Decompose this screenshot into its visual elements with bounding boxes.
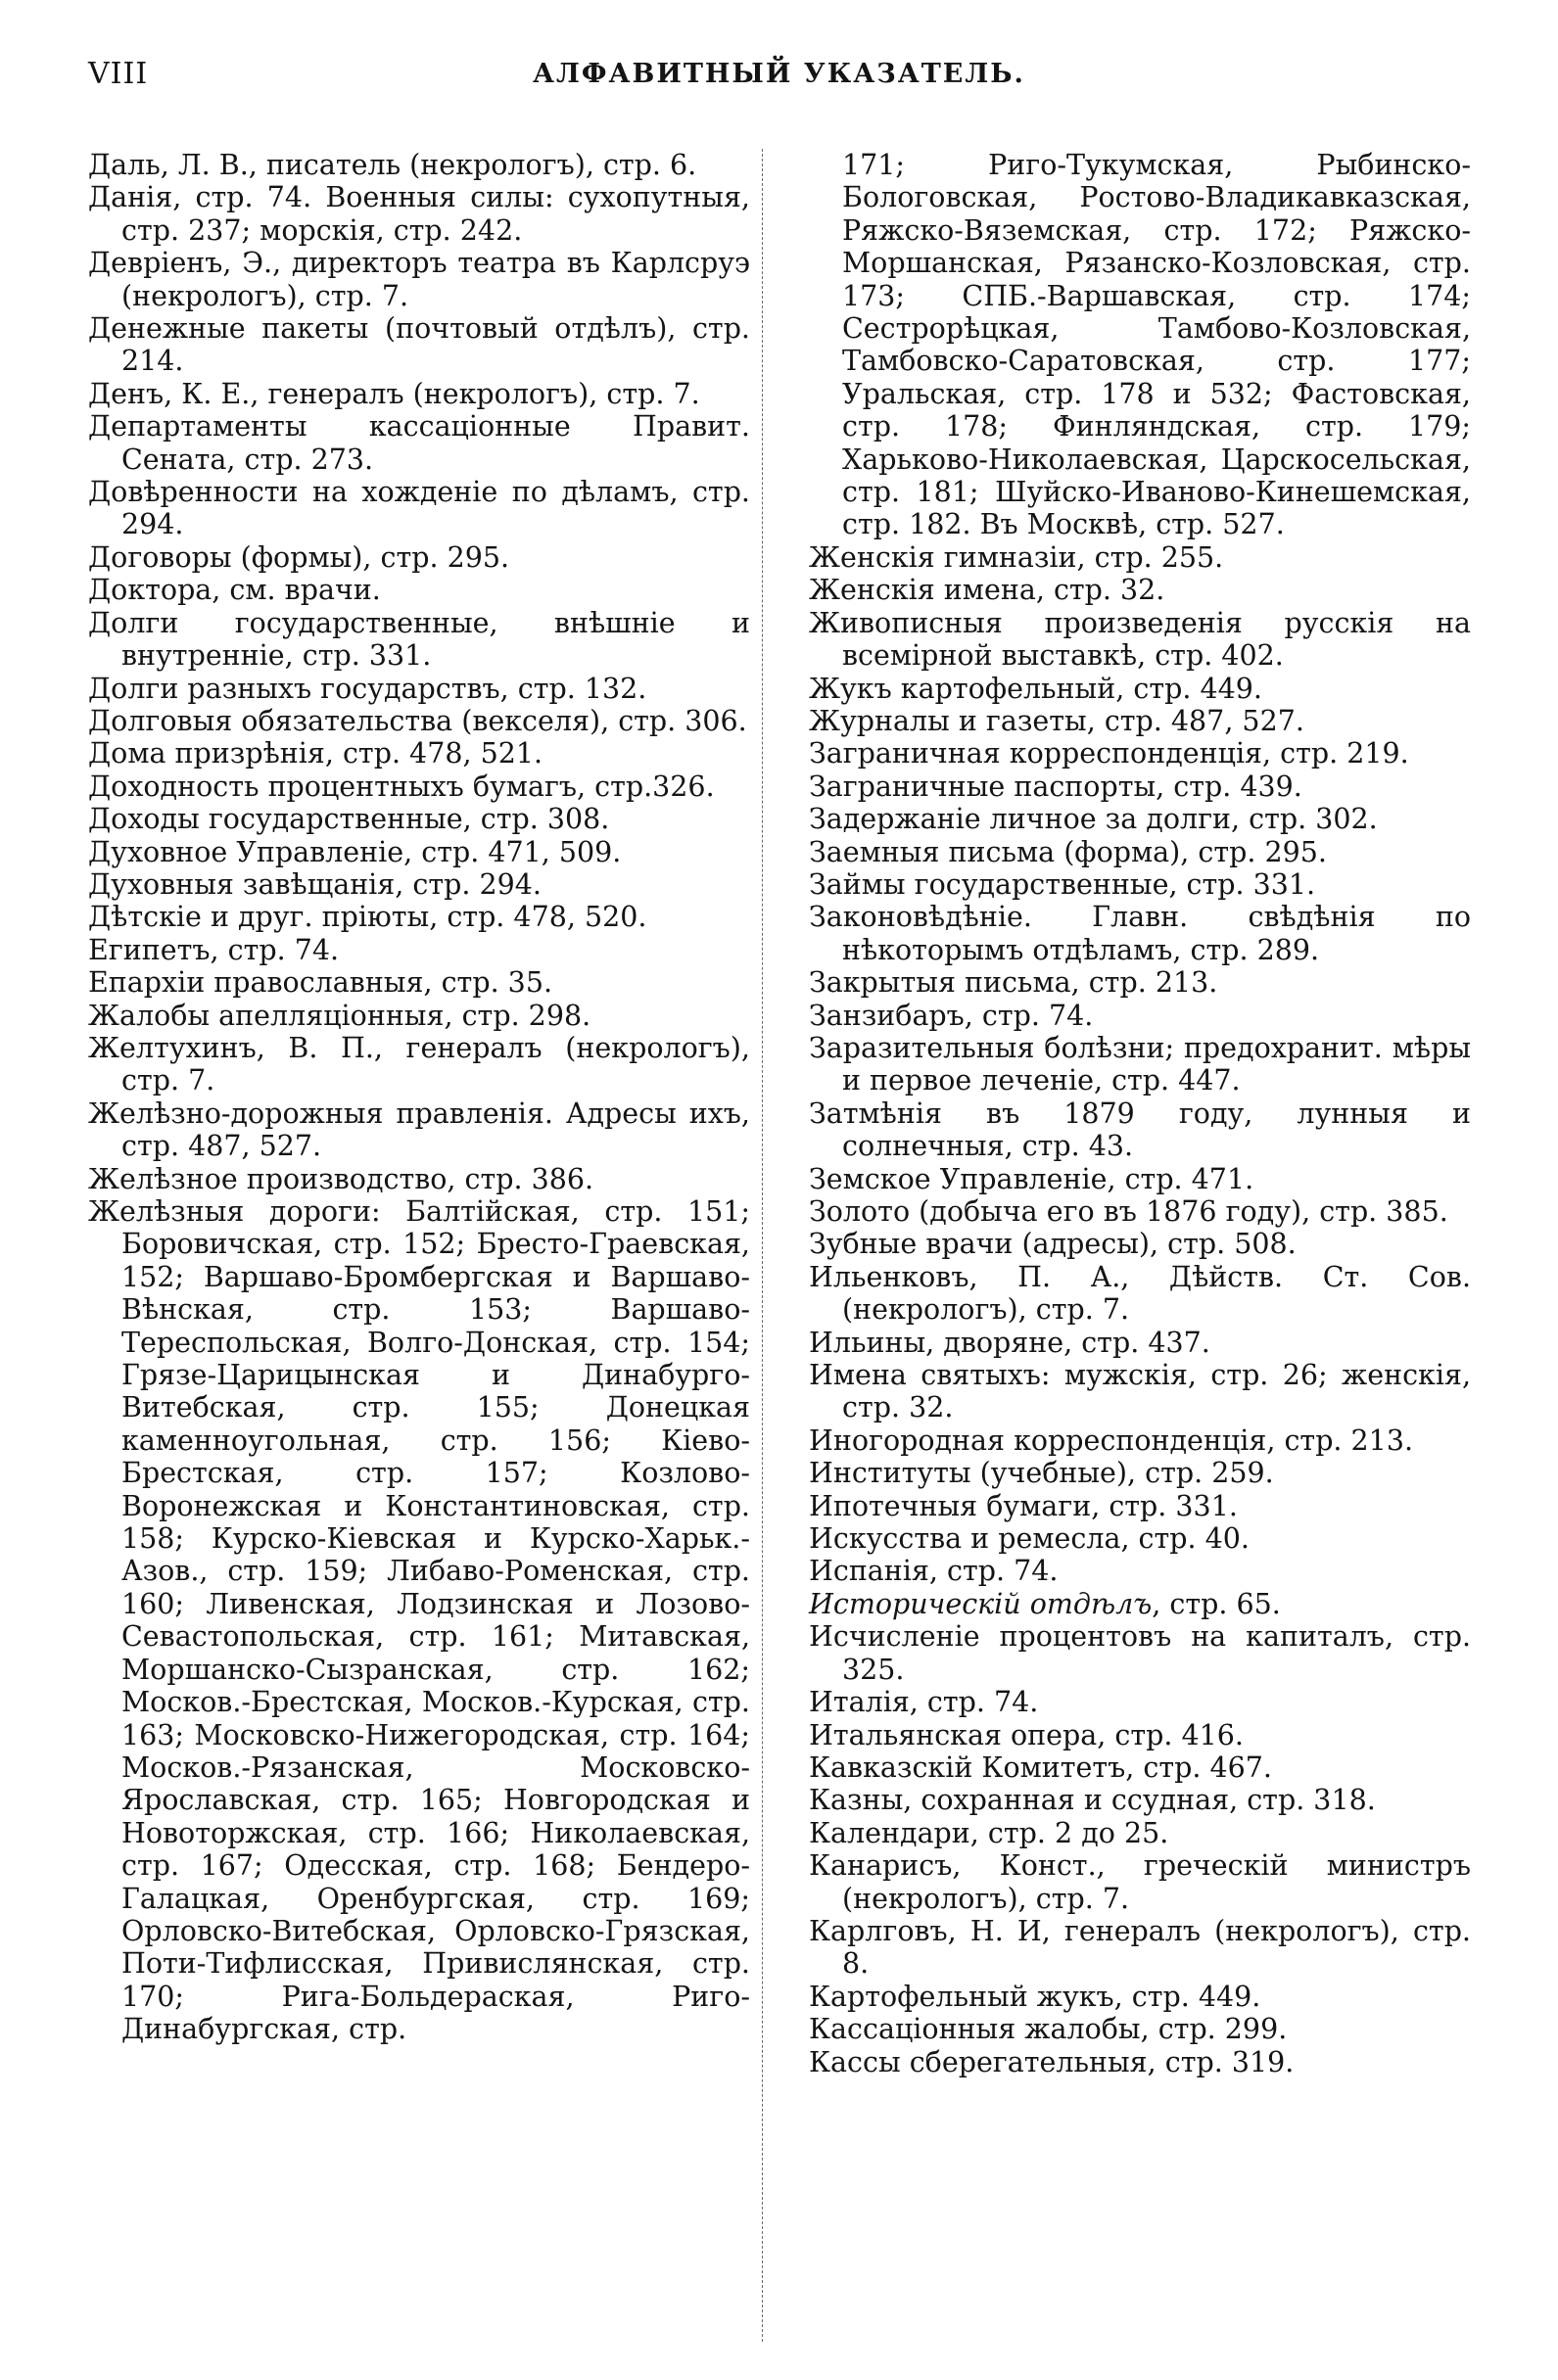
index-entry: Женскія имена, стр. 32. <box>809 574 1165 607</box>
index-entry: Журналы и газеты, стр. 487, 527. <box>809 704 1304 737</box>
index-entry: Епархіи православныя, стр. 35. <box>88 966 553 1000</box>
index-entry: Женскія гимназіи, стр. 255. <box>809 540 1224 574</box>
index-entry: Заемныя письма (форма), стр. 295. <box>809 835 1327 868</box>
index-entry: Кассы сберегательныя, стр. 319. <box>809 2045 1295 2078</box>
index-entry: Духовныя завѣщанія, стр. 294. <box>88 867 542 901</box>
index-entry: Желѣзно-дорожныя правленія. Адресы ихъ, стр. 487, 527. <box>88 1097 750 1163</box>
index-entry: Картофельный жукъ, стр. 449. <box>809 1980 1261 2013</box>
index-entry: Департаменты кассаціонные Правит. Сената, стр. 273. <box>88 410 750 476</box>
index-entry: Дома призрѣнія, стр. 478, 521. <box>88 737 543 770</box>
index-entry: Египетъ, стр. 74. <box>88 933 340 966</box>
index-entry: Законовѣдѣніе. Главн. свѣдѣнія по нѣкоторымъ отдѣламъ, стр. 289. <box>809 901 1471 966</box>
index-entry: Искусства и ремесла, стр. 40. <box>809 1522 1250 1556</box>
index-entry: Зубные врачи (адресы), стр. 508. <box>809 1228 1297 1261</box>
index-entry: Денъ, К. Е., генералъ (некрологъ), стр. 7. <box>88 377 700 410</box>
index-entry: Доходы государственные, стр. 308. <box>88 803 610 836</box>
index-entry: Заразительныя болѣзни; предохранит. мѣры и первое леченіе, стр. 447. <box>809 1031 1471 1097</box>
index-entry: Духовное Управленіе, стр. 471, 509. <box>88 835 622 868</box>
index-entry: Долги разныхъ государствъ, стр. 132. <box>88 672 647 705</box>
index-entry: Ильенковъ, П. А., Дѣйств. Ст. Сов. (некрологъ), стр. 7. <box>809 1260 1471 1327</box>
column-divider <box>762 149 763 2342</box>
index-entry: Закрытыя письма, стр. 213. <box>809 966 1218 1000</box>
index-entry: Желтухинъ, В. П., генералъ (некрологъ), стр. 7. <box>88 1031 750 1097</box>
index-entry: Карлговъ, Н. И, генералъ (некрологъ), стр. 8. <box>809 1914 1471 1981</box>
index-entry: Иногородная корреспонденція, стр. 213. <box>809 1423 1414 1457</box>
index-entry: Институты (учебные), стр. 259. <box>809 1457 1274 1490</box>
index-entry-continuation: 171; Риго-Тукумская, Рыбинско-Бологовская, Ростово-Владикавказская, Ряжско-Вяземская, стр. 172; Ряжско-Моршанская, Рязанско-Козловская, стр. 173; СПБ.-Варшавская, стр. 174; Сестрорѣцкая, Тамбово-Козловская, Тамбовско-Саратовская, стр. 177; Уральская, стр. 178 и 532; Фастовская, стр. 178; Финляндская, стр. 179; Харьково-Николаевская, Царскосельская, стр. 181; Шуйско-Иваново-Кинешемская, стр. 182. Въ Москвѣ, стр. 527. <box>842 149 1471 541</box>
italic-title: Историческій отдѣлъ <box>809 1587 1153 1620</box>
index-entry: Живописныя произведенія русскія на всемірной выставкѣ, стр. 402. <box>809 606 1471 673</box>
index-entry: Даль, Л. В., писатель (некрологъ), стр. 6. <box>88 149 697 181</box>
index-entry: Денежные пакеты (почтовый отдѣлъ), стр. 214. <box>88 312 750 378</box>
index-entry: Задержаніе личное за долги, стр. 302. <box>809 803 1378 836</box>
index-entry: Казны, сохранная и ссудная, стр. 318. <box>809 1784 1376 1817</box>
index-entry: Дѣтскіе и друг. пріюты, стр. 478, 520. <box>88 901 647 934</box>
index-entry: Договоры (формы), стр. 295. <box>88 540 510 574</box>
page-number: VIII <box>88 57 149 91</box>
index-entry-historical-section <box>809 1588 1471 1620</box>
index-entry: Затмѣнія въ 1879 году, лунныя и солнечныя, стр. 43. <box>809 1097 1471 1163</box>
index-entry: Жалобы апелляціонныя, стр. 298. <box>88 999 591 1032</box>
index-entry: Исчисленіе процентовъ на капиталъ, стр. 325. <box>809 1620 1471 1686</box>
index-entry: Доходность процентныхъ бумагъ, стр.326. <box>88 770 715 803</box>
index-entry: Заграничные паспорты, стр. 439. <box>809 770 1302 803</box>
index-entry: Жукъ картофельный, стр. 449. <box>809 672 1262 705</box>
index-entry: Долговыя обязательства (векселя), стр. 306. <box>88 704 747 737</box>
index-entry: Кассаціонныя жалобы, стр. 299. <box>809 2013 1288 2046</box>
index-entry: Данія, стр. 74. Военныя силы: сухопутныя, стр. 237; морскія, стр. 242. <box>88 181 750 247</box>
index-entry: Календари, стр. 2 до 25. <box>809 1816 1169 1849</box>
index-entry: Ильины, дворяне, стр. 437. <box>809 1326 1210 1359</box>
index-entry: Долги государственные, внѣшніе и внутренніе, стр. 331. <box>88 606 750 673</box>
index-entry: Занзибаръ, стр. 74. <box>809 999 1094 1032</box>
index-entry: Земское Управленіе, стр. 471. <box>809 1162 1254 1195</box>
index-entry: Заграничная корреспонденція, стр. 219. <box>809 737 1409 770</box>
index-entry: Кавказскій Комитетъ, стр. 467. <box>809 1750 1272 1784</box>
index-entry: Итальянская опера, стр. 416. <box>809 1718 1244 1751</box>
index-entry: Довѣренности на хожденіе по дѣламъ, стр. 294. <box>88 476 750 541</box>
index-entry: Желѣзное производство, стр. 386. <box>88 1162 594 1195</box>
index-entry: Золото (добыча его въ 1876 году), стр. 385. <box>809 1195 1448 1228</box>
index-entry: Канарисъ, Конст., греческій министръ (некрологъ), стр. 7. <box>809 1849 1471 1915</box>
left-index-column <box>88 149 750 2046</box>
right-index-column <box>809 149 1471 2078</box>
page-title: АЛФАВИТНЫЙ УКАЗАТЕЛЬ. <box>533 59 1025 89</box>
index-entry: Девріенъ, Э., директоръ театра въ Карлсруэ (некрологъ), стр. 7. <box>88 247 750 312</box>
index-entry: Имена святыхъ: мужскія, стр. 26; женскія, стр. 32. <box>809 1359 1471 1424</box>
index-entry-railways: Желѣзныя дороги: Балтійская, стр. 151; Боровичская, стр. 152; Бресто-Граевская, 152; Варшаво-Бромбергская и Варшаво-Вѣнская, стр. 153; Варшаво-Тереспольская, Волго-Донская, стр. 154; Грязе-Царицынская и Динабурго-Витебская, стр. 155; Донецкая каменноугольная, стр. 156; Кіево-Брестская, стр. 157; Козлово-Воронежская и Константиновская, стр. 158; Курско-Кіевская и Курско-Харьк.-Азов., стр. 159; Либаво-Роменская, стр. 160; Ливенская, Лодзинская и Лозово-Севастопольская, стр. 161; Митавская, Моршанско-Сызранская, стр. 162; Москов.-Брестская, Москов.-Курская, стр. 163; Московско-Нижегородская, стр. 164; Москов.-Рязанская, Московско-Ярославская, стр. 165; Новгородская и Новоторжская, стр. 166; Николаевская, стр. 167; Одесская, стр. 168; Бендеро-Галацкая, Оренбургская, стр. 169; Орловско-Витебская, Орловско-Грязская, Поти-Тифлисская, Привислянская, стр. 170; Рига-Больдераская, Риго-Динабургская, стр. <box>88 1195 750 2046</box>
entry-pages: , стр. 65. <box>1152 1587 1281 1620</box>
index-entry: Ипотечныя бумаги, стр. 331. <box>809 1489 1238 1522</box>
index-entry: Займы государственные, стр. 331. <box>809 867 1316 901</box>
index-entry: Испанія, стр. 74. <box>809 1555 1059 1588</box>
index-entry: Доктора, см. врачи. <box>88 574 381 607</box>
index-entry: Италія, стр. 74. <box>809 1686 1039 1719</box>
